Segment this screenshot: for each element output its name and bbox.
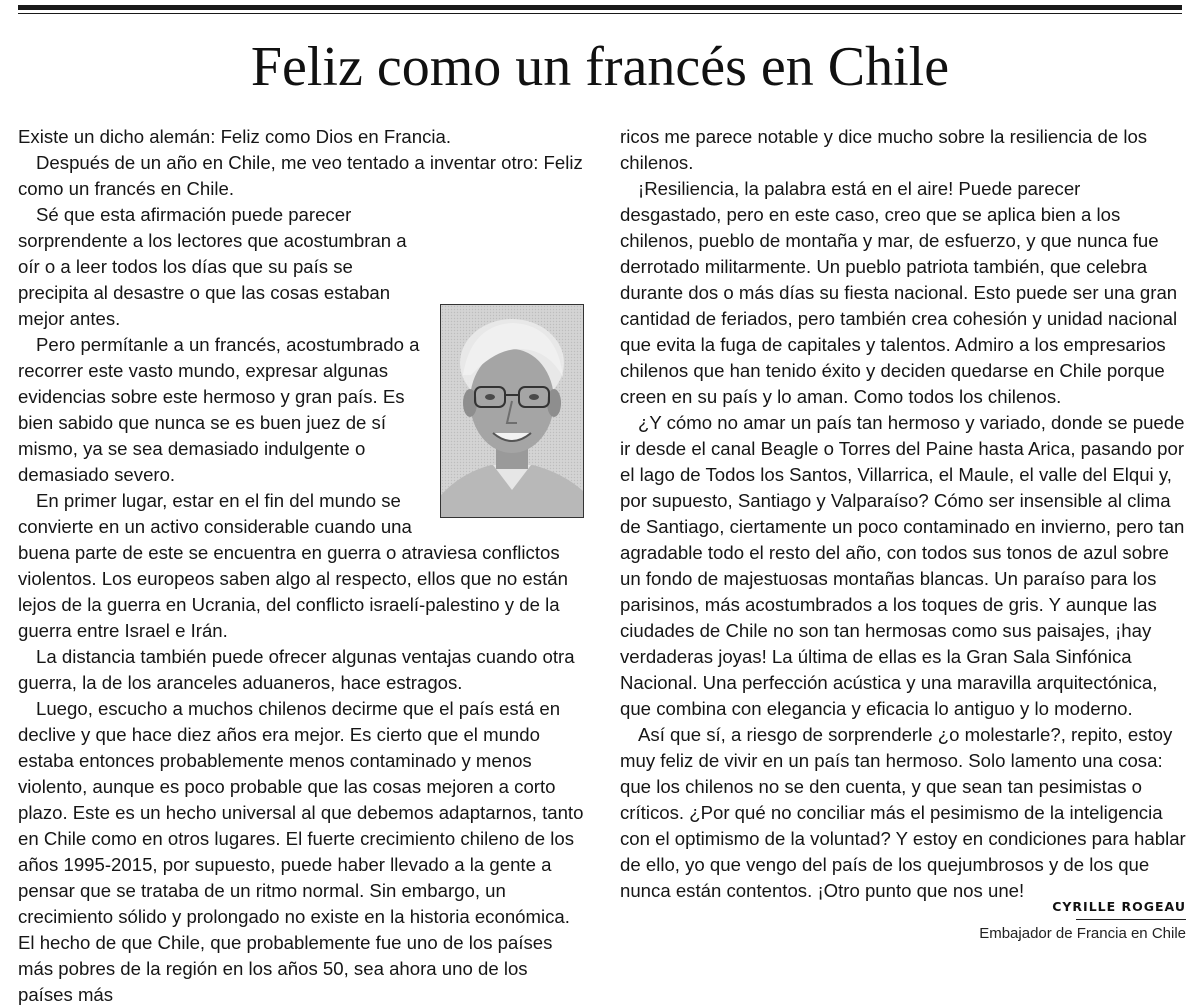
left-column	[18, 124, 584, 1008]
paragraph: ¿Y cómo no amar un país tan hermoso y variado, donde se puede ir desde el canal Beagle o Torres del Paine hasta Arica, pasando por el lago de Todos los Santos, Villarrica, el Maule, el valle del Elqui y, por supuesto, Santiago y Valparaíso? Cómo ser insensible al clima de Santiago, ciertamente un poco contaminado en invierno, pero tan agradable todo el resto del año, con todos sus tonos de azul sobre un fondo de majestuosas montañas blancas. Un paraíso para los parisinos, más acostumbrados a los toques de gris. Y aunque las ciudades de Chile no son tan hermosas como sus paisajes, ¡hay verdaderas joyas! La última de ellas es la Gran Sala Sinfónica Nacional. Una perfección acústica y una maravilla arquitectónica, que combina con elegancia y eficacia lo antiguo y lo moderno.	[620, 412, 1185, 719]
paragraph: ¡Resiliencia, la palabra está en el aire! Puede parecer desgastado, pero en este caso, creo que se aplica bien a los chilenos, pueblo de montaña y mar, de esfuerzo, y que nunca fue derrotado militarmente. Un pueblo patriota también, que celebra durante dos o más días su fiesta nacional. Esto puede ser una gran cantidad de feriados, pero también crea cohesión y unidad nacional que evita la fuga de capitales y talentos. Admiro a los empresarios chilenos que han tenido éxito y deciden quedarse en Chile porque creen en su país y lo aman. Como todos los chilenos.	[620, 178, 1178, 407]
author-photo-wrap	[438, 202, 584, 522]
paragraph: Pero permítanle a un francés, acostumbrado a recorrer este vasto mundo, expresar algunas evidencias sobre este hermoso y gran país. Es bien sabido que nunca se es buen juez de sí mismo, ya se sea demasiado indulgente o demasiado severo.	[18, 334, 420, 485]
right-column	[620, 124, 1186, 904]
author-title: Embajador de Francia en Chile	[979, 925, 1186, 942]
byline	[979, 898, 1186, 945]
author-portrait-photo	[440, 304, 584, 518]
top-rule-thin	[18, 13, 1182, 14]
paragraph: ricos me parece notable y dice mucho sobre la resiliencia de los chilenos.	[620, 126, 1148, 173]
portrait-image	[441, 305, 583, 517]
paragraph: En primer lugar, estar en el fin del mundo se convierte en un activo considerable cuando una buena parte de este se encuentra en guerra o atraviesa conflictos violentos. Los europeos saben algo al respecto, ellos que no están lejos de la guerra en Ucrania, del conflicto israelí-palestino y de la guerra entre Israel e Irán.	[18, 490, 568, 641]
paragraph: Luego, escucho a muchos chilenos decirme que el país está en declive y que hace diez años era mejor. Es cierto que el mundo estaba entonces probablemente menos contaminado y menos violento, aunque es poco probable que las cosas mejoren a corto plazo. Este es un hecho universal al que debemos adaptarnos, tanto en Chile como en otros lugares. El fuerte crecimiento chileno de los años 1995-2015, por supuesto, puede haber llevado a la gente a pensar que se trataba de un ritmo normal. Sin embargo, un crecimiento sólido y prolongado no existe en la historia económica. El hecho de que Chile, que probablemente fue uno de los países más pobres de la región en los años 50, sea ahora uno de los países más	[18, 698, 584, 1005]
author-name: CYRILLE ROGEAU	[1052, 899, 1186, 914]
paragraph: Existe un dicho alemán: Feliz como Dios en Francia.	[18, 126, 452, 147]
paragraph: Así que sí, a riesgo de sorprenderle ¿o molestarle?, repito, estoy muy feliz de vivir en un país tan hermoso. Solo lamento una cosa: que los chilenos no se den cuenta, y que sean tan pesimistas o críticos. ¿Por qué no conciliar más el pesimismo de la inteligencia con el optimismo de la voluntad? Y estoy en condiciones para hablar de ello, yo que vengo del país de los quejumbrosos y de los que nunca están contentos. ¡Otro punto que nos une!	[620, 724, 1186, 901]
paragraph: Sé que esta afirmación puede parecer sorprendente a los lectores que acostumbran a oír o a leer todos los días que su país se precipita al desastre o que las cosas estaban mejor antes.	[18, 204, 407, 329]
paragraph: Después de un año en Chile, me veo tentado a inventar otro: Feliz como un francés en Chile.	[18, 152, 583, 199]
top-rule-thick	[18, 5, 1182, 10]
headline: Feliz como un francés en Chile	[250, 36, 950, 98]
paragraph: La distancia también puede ofrecer algunas ventajas cuando otra guerra, la de los aranceles aduaneros, hace estragos.	[18, 646, 575, 693]
byline-rule	[1076, 919, 1186, 920]
